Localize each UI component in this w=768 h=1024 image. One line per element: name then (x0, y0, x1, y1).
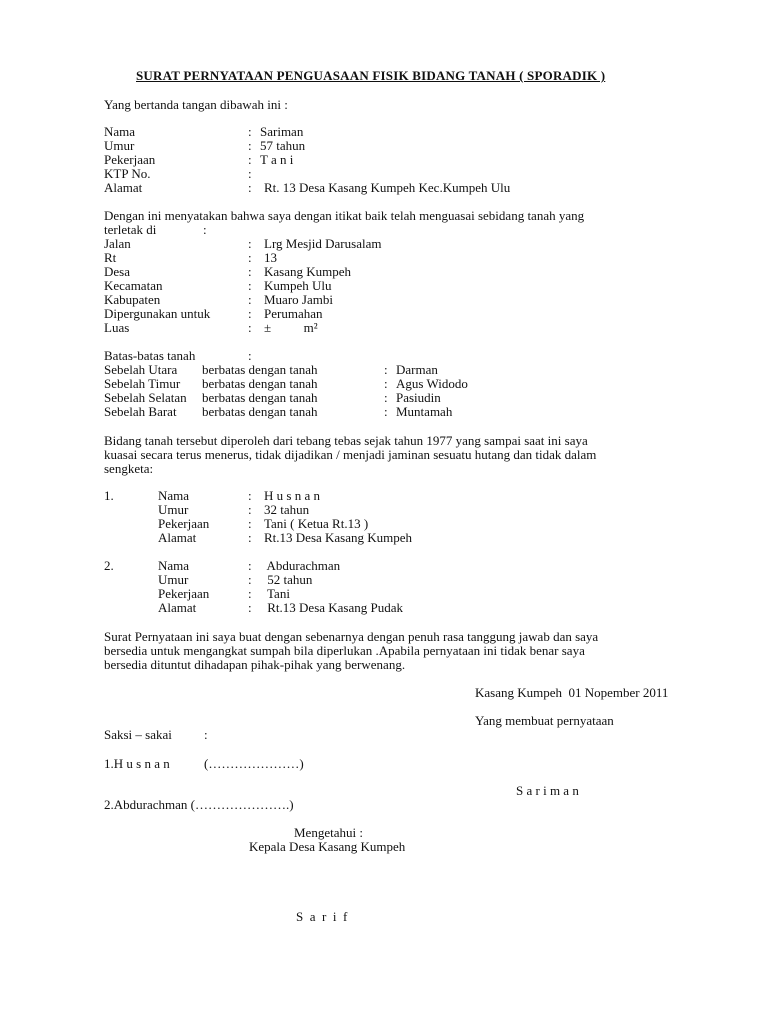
boundary-colon: : (384, 404, 388, 419)
field-value: Kasang Kumpeh (264, 264, 352, 279)
field-colon: : (248, 530, 252, 545)
boundary-name: Muntamah (396, 404, 453, 419)
field-label: Nama (104, 124, 136, 139)
boundary-text: berbatas dengan tanah (202, 390, 318, 405)
acquisition-line: Bidang tanah tersebut diperoleh dari tebang tebas sejak tahun 1977 yang sampai saat ini saya (104, 433, 588, 448)
closing-line: bersedia dituntut dihadapan pihak-pihak yang berwenang. (104, 657, 406, 672)
field-label: Kecamatan (104, 278, 163, 293)
field-label: KTP No. (104, 166, 151, 181)
field-label: Luas (104, 320, 130, 335)
closing-line: bersedia untuk mengangkat sumpah bila diperlukan .Apabila pernyataan ini tidak benar saya (104, 643, 585, 658)
field-colon: : (248, 586, 252, 601)
field-label: Umur (104, 138, 135, 153)
field-label: Nama (158, 488, 190, 503)
closing-line: Surat Pernyataan ini saya buat dengan sebenarnya dengan penuh rasa tanggung jawab dan saya (104, 629, 599, 644)
field-value: 57 tahun (260, 138, 306, 153)
village-head-name: S a r i f (296, 909, 348, 924)
field-value: ± m² (264, 320, 318, 335)
field-colon: : (248, 180, 252, 195)
field-label: Umur (158, 572, 189, 587)
boundaries-heading: Batas-batas tanah (104, 348, 196, 363)
field-label: Umur (158, 502, 189, 517)
field-label: Pekerjaan (104, 152, 156, 167)
witness-1-signature: 1.H u s n a n (104, 756, 170, 771)
field-value: Rt.13 Desa Kasang Pudak (264, 600, 404, 615)
field-label: Alamat (104, 180, 143, 195)
statement-line: Dengan ini menyatakan bahwa saya dengan itikat baik telah menguasai sebidang tanah yang (104, 208, 585, 223)
witness-number: 2. (104, 558, 114, 573)
field-colon: : (248, 516, 252, 531)
declarant-signature-name: S a r i m a n (516, 783, 579, 798)
field-value: Muaro Jambi (264, 292, 333, 307)
boundaries-heading-colon: : (248, 348, 252, 363)
field-label: Alamat (158, 530, 197, 545)
field-colon: : (248, 124, 252, 139)
field-colon: : (248, 488, 252, 503)
boundary-name: Pasiudin (396, 390, 441, 405)
field-colon: : (248, 502, 252, 517)
field-value: Kumpeh Ulu (264, 278, 332, 293)
witness-heading: Saksi – sakai (104, 727, 172, 742)
acquisition-line: kuasai secara terus menerus, tidak dijadikan / menjadi jaminan sesuatu hutang dan tidak dalam (104, 447, 597, 462)
boundary-text: berbatas dengan tanah (202, 404, 318, 419)
boundary-text: berbatas dengan tanah (202, 362, 318, 377)
field-label: Kabupaten (104, 292, 161, 307)
acknowledge-label: Mengetahui : (294, 825, 363, 840)
witness-number: 1. (104, 488, 114, 503)
boundary-direction: Sebelah Barat (104, 404, 177, 419)
field-value: Lrg Mesjid Darusalam (264, 236, 382, 251)
field-colon: : (248, 278, 252, 293)
field-value: Rt.13 Desa Kasang Kumpeh (264, 530, 413, 545)
boundary-direction: Sebelah Timur (104, 376, 181, 391)
field-value: Abdurachman (264, 558, 341, 573)
field-value: T a n i (260, 152, 294, 167)
field-label: Dipergunakan untuk (104, 306, 211, 321)
field-label: Pekerjaan (158, 516, 210, 531)
witness-heading-colon: : (204, 727, 208, 742)
field-colon: : (248, 292, 252, 307)
field-value: Perumahan (264, 306, 323, 321)
field-value: 13 (264, 250, 277, 265)
boundary-colon: : (384, 362, 388, 377)
intro-text: Yang bertanda tangan dibawah ini : (104, 97, 288, 112)
field-colon: : (248, 138, 252, 153)
field-value: Tani (264, 586, 290, 601)
boundary-name: Darman (396, 362, 438, 377)
field-label: Desa (104, 264, 130, 279)
field-colon: : (248, 250, 252, 265)
village-head-title: Kepala Desa Kasang Kumpeh (249, 839, 406, 854)
field-label: Pekerjaan (158, 586, 210, 601)
field-colon: : (248, 558, 252, 573)
field-colon: : (248, 264, 252, 279)
field-value: 32 tahun (264, 502, 310, 517)
boundary-colon: : (384, 390, 388, 405)
field-label: Rt (104, 250, 117, 265)
field-colon: : (248, 306, 252, 321)
place-date: Kasang Kumpeh 01 Nopember 2011 (475, 685, 669, 700)
boundary-name: Agus Widodo (396, 376, 468, 391)
field-value: Rt. 13 Desa Kasang Kumpeh Kec.Kumpeh Ulu (264, 180, 511, 195)
field-value: Sariman (260, 124, 304, 139)
field-value: H u s n a n (264, 488, 320, 503)
field-colon: : (248, 600, 252, 615)
field-label: Jalan (104, 236, 131, 251)
witness-2-signature: 2.Abdurachman (………………….) (104, 797, 294, 812)
boundary-text: berbatas dengan tanah (202, 376, 318, 391)
boundary-colon: : (384, 376, 388, 391)
field-value: 52 tahun (264, 572, 313, 587)
boundary-direction: Sebelah Selatan (104, 390, 187, 405)
document-title: SURAT PERNYATAAN PENGUASAAN FISIK BIDANG TANAH ( SPORADIK ) (136, 68, 606, 83)
witness-1-signature-dots: (…………………) (204, 756, 304, 771)
field-value: Tani ( Ketua Rt.13 ) (264, 516, 369, 531)
statement-location-colon: : (203, 222, 207, 237)
statement-location-label: terletak di (104, 222, 157, 237)
maker-label: Yang membuat pernyataan (475, 713, 614, 728)
field-colon: : (248, 152, 252, 167)
field-colon: : (248, 572, 252, 587)
field-label: Nama (158, 558, 190, 573)
field-colon: : (248, 320, 252, 335)
field-colon: : (248, 166, 252, 181)
acquisition-line: sengketa: (104, 461, 154, 476)
field-colon: : (248, 236, 252, 251)
boundary-direction: Sebelah Utara (104, 362, 178, 377)
field-label: Alamat (158, 600, 197, 615)
